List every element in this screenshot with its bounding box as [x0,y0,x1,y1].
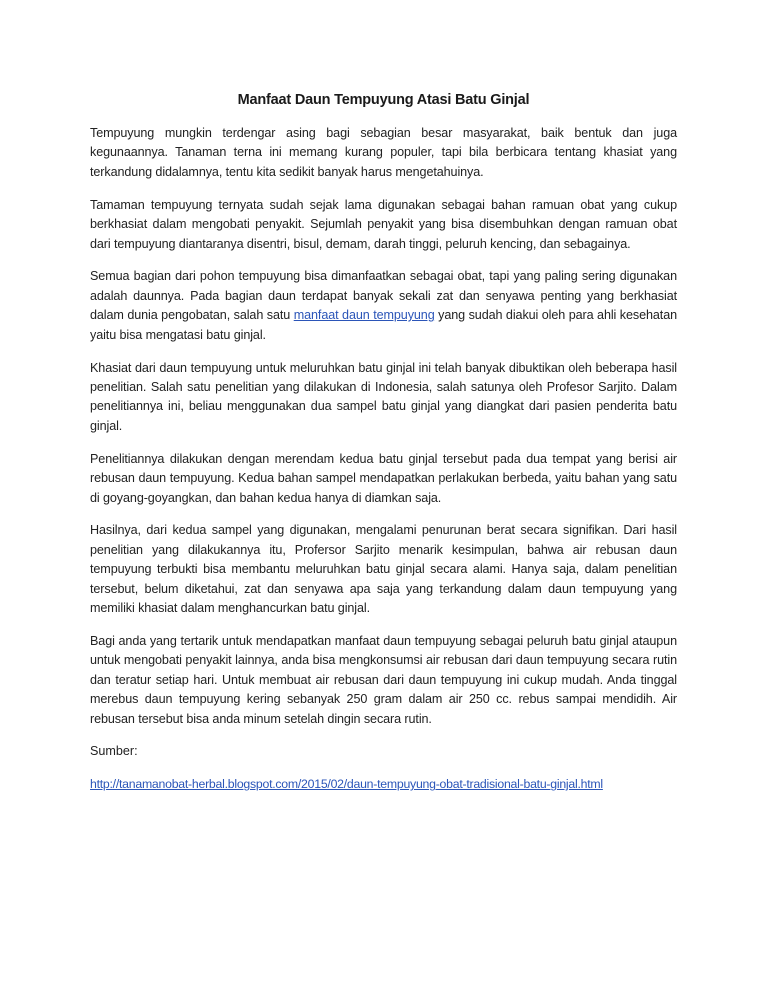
paragraph-3-text-before: Semua bagian dari pohon tempuyung bisa dimanfaatkan sebagai obat, tapi yang paling sering digunakan adalah daunnya. Pada bagian daun terdapat banyak sekali zat dan senyawa penting yang berkhasiat dalam dunia pengobatan, salah satu [90,269,677,323]
source-label: Sumber: [90,744,138,759]
paragraph-6: Hasilnya, dari kedua sampel yang digunakan, mengalami penurunan berat secara signifikan. Dari hasil penelitian yang dilakukannya itu, Profersor Sarjito menarik kesimpulan, bahwa air rebusan daun tempuyung terbukti bisa membantu meluruhkan batu ginjal secara alami. Hanya saja, dalam penelitian tersebut, belum diketahui, zat dan senyawa apa saja yang terkandung dalam daun tempuyung yang memiliki khasiat dalam menghancurkan batu ginjal. [90,523,677,616]
paragraph-3 [90,267,677,345]
paragraph-7: Bagi anda yang tertarik untuk mendapatkan manfaat daun tempuyung sebagai peluruh batu ginjal ataupun untuk mengobati penyakit lainnya, anda bisa mengkonsumsi air rebusan dari daun tempuyung secara rutin dan teratur setiap hari. Untuk membuat air rebusan dari daun tempuyung ini cukup mudah. Anda tinggal merebus daun tempuyung kering sebanyak 250 gram dalam air 250 cc. rebus sampai mendidih. Air rebusan tersebut bisa anda minum setelah dingin secara rutin. [90,633,677,726]
paragraph-1: Tempuyung mungkin terdengar asing bagi sebagian besar masyarakat, baik bentuk dan juga kegunaannya. Tanaman terna ini memang kurang populer, tapi bila berbicara tentang khasiat yang terkandung didalamnya, tentu kita sedikit banyak harus mengetahuinya. [90,126,677,179]
source-url-paragraph [90,775,677,794]
paragraph-4: Khasiat dari daun tempuyung untuk meluruhkan batu ginjal ini telah banyak dibuktikan oleh beberapa hasil penelitian. Salah satu penelitian yang dilakukan di Indonesia, salah satunya oleh Profesor Sarjito. Dalam penelitiannya ini, beliau menggunakan dua sampel batu ginjal yang diangkat dari pasien penderita batu ginjal. [90,360,677,433]
document-title: Manfaat Daun Tempuyung Atasi Batu Ginjal [237,92,530,108]
source-url-link[interactable]: http://tanamanobat-herbal.blogspot.com/2015/02/daun-tempuyung-obat-tradisional-batu-ginjal.html [90,777,603,792]
manfaat-daun-tempuyung-link[interactable]: manfaat daun tempuyung [293,308,435,323]
paragraph-5: Penelitiannya dilakukan dengan merendam kedua batu ginjal tersebut pada dua tempat yang berisi air rebusan daun tempuyung. Kedua bahan sampel mendapatkan perlakukan berbeda, yaitu bahan yang satu di goyang-goyangkan, dan bahan kedua hanya di diamkan saja. [90,451,677,505]
paragraph-2: Tamaman tempuyung ternyata sudah sejak lama digunakan sebagai bahan ramuan obat yang cukup berkhasiat dalam mengobati penyakit. Sejumlah penyakit yang bisa disembuhkan dengan ramuan obat dari tempuyung diantaranya disentri, bisul, demam, darah tinggi, peluruh kencing, dan sebagainya. [90,197,677,251]
paragraph-3-text-after: yang sudah diakui oleh para ahli kesehatan yaitu bisa mengatasi batu ginjal. [90,308,677,342]
